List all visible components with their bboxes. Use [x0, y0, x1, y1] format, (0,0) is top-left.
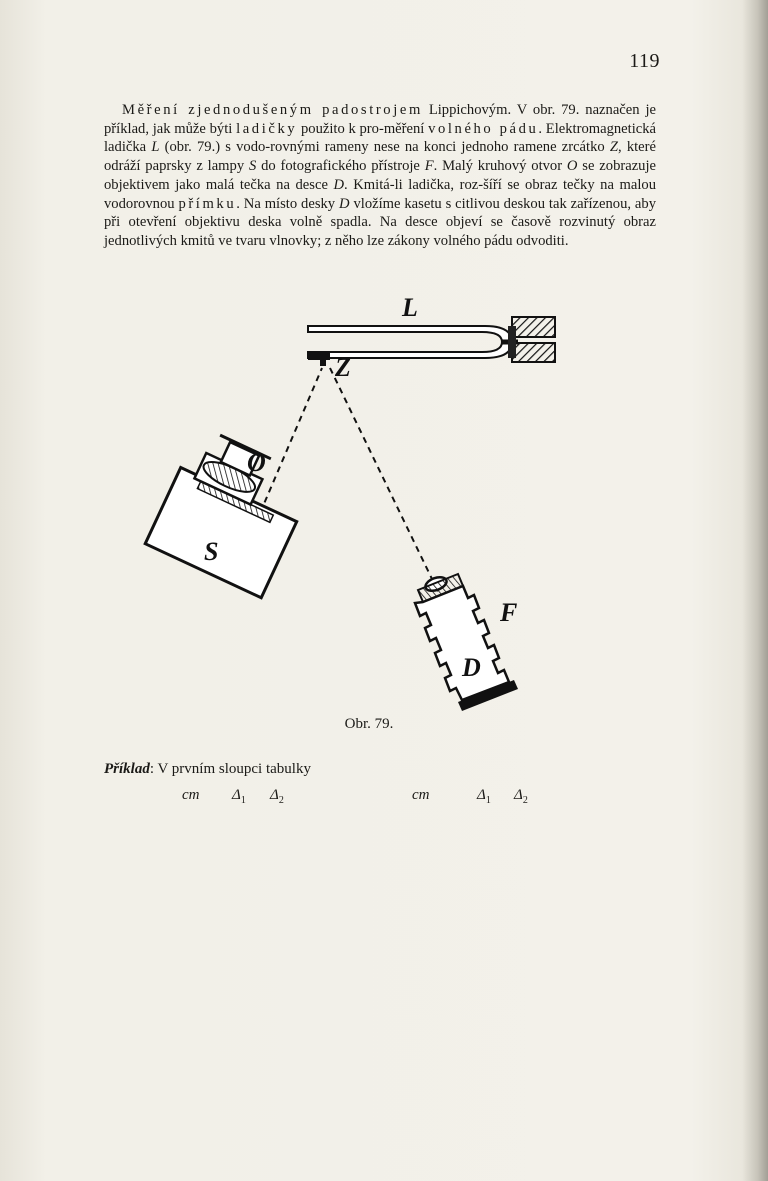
- text-run: vložíme kasetu s citlivou deskou tak zařízenou, aby při otevření objektivu deska volně spadla. Na desce objeví se časově rozvinutý obraz jednotlivých kmitů ve tvaru vlnovky; z něho lze zákony volného pádu odvoditi.: [104, 195, 657, 249]
- section-paragraph: [104, 101, 656, 251]
- delta-symbol: Δ: [232, 787, 241, 803]
- section-title: Měření zjednodušeným padostrojem: [122, 102, 423, 118]
- lamp-s: [145, 426, 316, 598]
- text-symbol-D: D: [339, 195, 350, 212]
- text-symbol-S: S: [248, 158, 257, 175]
- text-run: . Kmitá-li ladička, roz-šíří se obraz tečky na malou vodorovnou: [104, 176, 656, 212]
- delta-symbol: Δ: [514, 787, 523, 803]
- text-run: , které odráží paprsky z lampy: [104, 139, 656, 175]
- text-run: . Malý kruhový otvor: [433, 158, 567, 175]
- example-label: Příklad: [104, 761, 150, 777]
- electromagnet: [508, 317, 555, 362]
- delta-sub: 1: [485, 795, 491, 806]
- text-emph-primku: přímku: [178, 195, 237, 212]
- text-symbol-L: L: [151, 139, 160, 156]
- camera-f: [415, 574, 518, 711]
- header-delta2-left: [270, 787, 284, 806]
- text-run: se zobrazuje objektivem jako malá tečka na desce: [104, 158, 657, 193]
- example-line: [104, 761, 504, 778]
- label-f: F: [500, 598, 518, 627]
- header-delta2-right: [514, 787, 528, 806]
- text-symbol-F: F: [424, 158, 434, 175]
- text-run: do fotografického přístroje: [256, 158, 425, 175]
- figure-caption-text: Obr. 79.: [344, 716, 394, 732]
- text-run: V obr. 79. naznačen je příklad, jak může býti: [104, 102, 657, 137]
- padostroj-diagram: [140, 298, 580, 718]
- mirror-z: [308, 353, 330, 366]
- header-cm-right: cm: [412, 787, 430, 803]
- label-o: O: [247, 448, 266, 477]
- text-symbol-O: O: [566, 158, 578, 175]
- delta-sub: 2: [522, 795, 528, 806]
- header-delta1-right: [477, 787, 491, 806]
- label-s: S: [204, 537, 219, 566]
- label-l: L: [402, 298, 418, 322]
- delta-sub: 2: [278, 795, 284, 806]
- delta-sub: 1: [240, 795, 246, 806]
- text-emph-ladicky: ladičky: [236, 120, 298, 137]
- header-delta1-left: [232, 787, 246, 806]
- text-run: . Na místo desky: [236, 195, 340, 212]
- text-emph-volneho-padu: volného pádu: [428, 120, 539, 137]
- text-symbol-Z: Z: [609, 139, 618, 156]
- example-text: : V prvním sloupci tabulky: [149, 761, 311, 777]
- data-table: [0, 787, 768, 1077]
- delta-symbol: Δ: [477, 787, 486, 803]
- label-d: D: [462, 653, 481, 682]
- header-cm-left: cm: [182, 787, 200, 803]
- page-number: 119: [629, 50, 660, 72]
- figure-caption: [0, 716, 768, 733]
- label-z: Z: [335, 353, 351, 382]
- text-run: . Elektromagnetická ladička: [104, 120, 657, 156]
- delta-symbol: Δ: [270, 787, 279, 803]
- section-title-rest: Lippichovým.: [422, 102, 512, 118]
- text-symbol-D: D: [333, 176, 345, 193]
- text-run: použito k pro-měření: [297, 120, 429, 137]
- text-run: (obr. 79.) s vodo-rovnými rameny nese na konci jednoho ramene zrcátko: [159, 139, 610, 156]
- figure-79: [140, 298, 580, 718]
